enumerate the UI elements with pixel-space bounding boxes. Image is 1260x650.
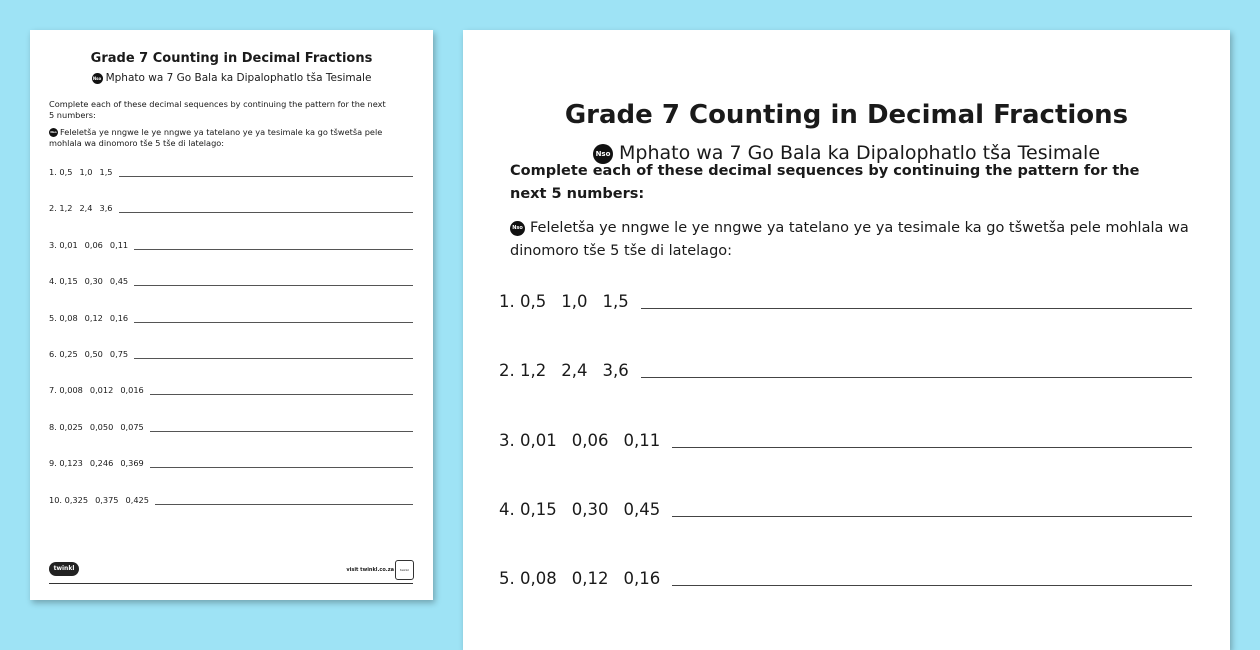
question-number: 2.	[499, 361, 520, 381]
sequence-term: 0,16	[623, 569, 661, 589]
question-row	[49, 202, 413, 216]
question-number: 6.	[49, 349, 60, 359]
sequence-term: 1,5	[602, 292, 629, 311]
sequence-term: 0,050	[89, 421, 114, 432]
question-row	[499, 360, 1192, 386]
question-sequence	[49, 348, 128, 362]
sequence-term: 0,30	[571, 499, 609, 519]
sequence-term: 0,425	[125, 494, 149, 505]
question-row	[49, 494, 413, 508]
sequence-term: 0,25	[59, 349, 78, 359]
question-number: 10.	[49, 494, 65, 505]
question-number: 7.	[49, 385, 60, 396]
sequence-term: 0,08	[59, 312, 78, 323]
sequence-term: 0,008	[59, 385, 83, 396]
question-number: 3.	[49, 239, 60, 250]
language-badge-icon: Nso	[49, 128, 58, 137]
sequence-term: 1,2	[59, 203, 73, 214]
question-sequence	[49, 275, 128, 289]
question-number: 4.	[49, 276, 60, 287]
question-row	[49, 384, 413, 398]
answer-line[interactable]	[155, 494, 413, 505]
instruction-english: Complete each of these decimal sequences by continuing the pattern for the next 5 numbers:	[510, 163, 1140, 202]
answer-line[interactable]	[672, 430, 1192, 448]
question-row	[499, 499, 1192, 525]
question-sequence	[49, 239, 128, 253]
question-sequence	[49, 384, 144, 398]
sequence-term: 0,45	[623, 499, 661, 519]
answer-line[interactable]	[150, 384, 413, 395]
question-number: 9.	[49, 458, 60, 469]
sequence-term: 0,45	[109, 276, 129, 287]
sequence-term: 1,2	[520, 361, 547, 381]
answer-line[interactable]	[672, 499, 1192, 517]
answer-line[interactable]	[134, 348, 413, 359]
question-row	[49, 239, 413, 253]
certification-badge-icon: twinkl	[395, 560, 414, 580]
sequence-term: 2,4	[561, 361, 588, 381]
subtitle-text: Mphato wa 7 Go Bala ka Dipalophatlo tša Tesimale	[105, 72, 372, 84]
sequence-term: 0,16	[109, 312, 129, 323]
answer-line[interactable]	[134, 312, 413, 323]
footer-divider	[49, 583, 413, 584]
sequence-term: 0,123	[59, 458, 83, 469]
sequence-term: 0,15	[59, 276, 78, 287]
question-number: 5.	[499, 569, 520, 589]
question-row	[49, 348, 413, 362]
sequence-term: 0,5	[59, 167, 73, 177]
question-sequence	[49, 421, 144, 435]
language-badge-icon: Nso	[510, 221, 525, 236]
question-sequence	[499, 568, 660, 594]
sequence-term: 0,12	[571, 569, 609, 589]
language-badge-icon: Nso	[593, 144, 613, 164]
question-row	[49, 275, 413, 289]
sequence-term: 0,50	[84, 349, 103, 359]
question-sequence	[499, 430, 660, 456]
page-subtitle	[30, 72, 433, 84]
question-sequence	[49, 457, 144, 471]
question-sequence	[499, 360, 629, 386]
sequence-term: 0,06	[571, 430, 609, 450]
question-sequence	[499, 499, 660, 525]
question-number: 8.	[49, 421, 60, 432]
sequence-term: 1,5	[99, 167, 113, 177]
instruction-sepedi	[49, 127, 403, 148]
sequence-term: 0,012	[89, 385, 114, 396]
question-number: 5.	[49, 312, 60, 323]
sequence-term: 0,01	[59, 239, 78, 250]
question-number: 4.	[499, 499, 520, 519]
question-row	[49, 421, 413, 435]
page-title: Grade 7 Counting in Decimal Fractions	[564, 100, 1129, 130]
sequence-term: 0,325	[64, 494, 89, 505]
answer-line[interactable]	[641, 360, 1192, 378]
visit-link-text: visit twinkl.co.za	[346, 567, 394, 573]
answer-line[interactable]	[672, 568, 1192, 586]
sequence-term: 0,5	[520, 292, 547, 311]
page-title: Grade 7 Counting in Decimal Fractions	[90, 51, 373, 66]
sequence-term: 0,369	[120, 458, 144, 469]
worksheet-detail	[463, 30, 1230, 650]
question-sequence	[49, 494, 149, 508]
sequence-term: 0,075	[120, 421, 144, 432]
answer-line[interactable]	[134, 239, 413, 250]
sequence-term: 0,01	[520, 430, 557, 450]
answer-line[interactable]	[134, 275, 413, 286]
instruction-english: Complete each of these decimal sequences by continuing the pattern for the next 5 numbers:	[49, 99, 386, 120]
question-number: 3.	[499, 430, 520, 450]
sequence-term: 0,06	[84, 239, 103, 250]
sequence-term: 0,11	[109, 239, 129, 250]
sequence-term: 1,0	[561, 292, 588, 311]
question-row	[499, 291, 1192, 317]
sequence-term: 0,15	[520, 499, 557, 519]
answer-line[interactable]	[119, 202, 413, 213]
sequence-term: 0,08	[520, 569, 557, 589]
sequence-term: 0,016	[120, 385, 144, 396]
question-sequence	[49, 312, 128, 326]
worksheet-thumbnail	[30, 30, 433, 600]
answer-line[interactable]	[641, 291, 1192, 309]
subtitle-text: Mphato wa 7 Go Bala ka Dipalophatlo tša Tesimale	[618, 142, 1101, 164]
question-number: 1.	[49, 167, 60, 177]
sequence-term: 0,246	[89, 458, 114, 469]
sequence-term: 0,75	[109, 349, 129, 359]
sequence-term: 0,12	[84, 312, 103, 323]
sequence-term: 0,11	[623, 430, 661, 450]
twinkl-logo: twinkl	[49, 562, 79, 576]
question-row	[499, 430, 1192, 456]
question-row	[49, 457, 413, 471]
question-number: 1.	[499, 292, 520, 311]
answer-line[interactable]	[150, 421, 413, 432]
instruction-sepedi	[510, 217, 1190, 263]
question-sequence	[49, 166, 113, 180]
sequence-term: 3,6	[99, 203, 113, 214]
question-row	[49, 312, 413, 326]
answer-line[interactable]	[119, 166, 413, 177]
question-row	[49, 166, 413, 180]
sequence-term: 0,30	[84, 276, 103, 287]
language-badge-icon: Nso	[92, 73, 103, 84]
sequence-term: 0,025	[59, 421, 83, 432]
sequence-term: 2,4	[79, 203, 93, 214]
question-number: 2.	[49, 203, 60, 214]
sequence-term: 0,375	[95, 494, 119, 505]
instruction-sepedi-text: Feleletša ye nngwe le ye nngwe ya tatelano ye ya tesimale ka go tšwetša pele mohlala wa dinomoro tše 5 tše di latelago:	[510, 220, 1189, 259]
question-sequence	[499, 291, 629, 317]
question-row	[499, 568, 1192, 594]
instruction-sepedi-text: Feleletša ye nngwe le ye nngwe ya tatelano ye ya tesimale ka go tšwetša pele mohlala wa dinomoro tše 5 tše di latelago:	[49, 127, 383, 148]
answer-line[interactable]	[150, 457, 413, 468]
question-sequence	[49, 202, 113, 216]
sequence-term: 3,6	[602, 361, 629, 381]
sequence-term: 1,0	[79, 167, 93, 177]
